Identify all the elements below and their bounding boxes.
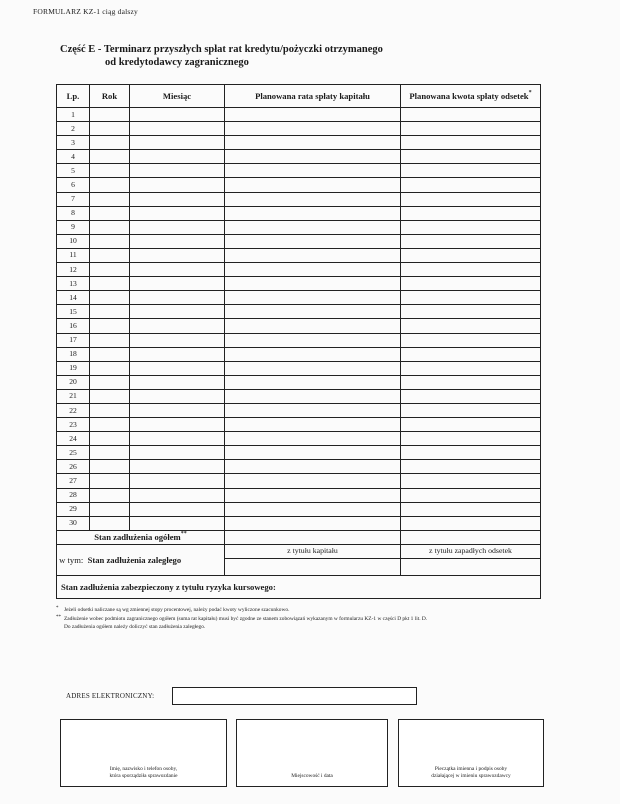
row-rata-cell[interactable] (225, 474, 401, 488)
row-miesiac-cell[interactable] (130, 291, 225, 305)
row-rata-cell[interactable] (225, 319, 401, 333)
footnote-text: Zadłużenie wobec podmiotu zagranicznego ogółem (suma rat kapitału) musi być zgodne ze stanem zobowiązań wykazanym w formularzu KZ-1 w części D pkt 1 lit. D. (64, 615, 428, 622)
table-row (57, 108, 541, 122)
stan-ogolem-label (57, 530, 225, 544)
row-miesiac-cell[interactable] (130, 220, 225, 234)
table-row (57, 136, 541, 150)
row-miesiac-cell[interactable] (130, 347, 225, 361)
row-rata-cell[interactable] (225, 164, 401, 178)
row-rata-cell[interactable] (225, 108, 401, 122)
row-rata-cell[interactable] (225, 460, 401, 474)
zabezpieczony-label: Stan zadłużenia zabezpieczony z tytułu ryzyka kursowego: (57, 576, 541, 599)
row-rata-cell[interactable] (225, 446, 401, 460)
row-odsetki-cell[interactable] (401, 291, 541, 305)
row-miesiac-cell[interactable] (130, 319, 225, 333)
row-odsetki-cell[interactable] (401, 389, 541, 403)
row-odsetki-cell[interactable] (401, 234, 541, 248)
form-header: FORMULARZ KZ-1 ciąg dalszy (33, 7, 138, 16)
table-row (57, 446, 541, 460)
row-miesiac-cell[interactable] (130, 248, 225, 262)
row-lp: 14 (57, 291, 90, 305)
row-miesiac-cell[interactable] (130, 178, 225, 192)
row-miesiac-cell[interactable] (130, 361, 225, 375)
row-miesiac-cell[interactable] (130, 164, 225, 178)
table-header-row (57, 85, 541, 108)
row-odsetki-cell[interactable] (401, 220, 541, 234)
row-rok-cell[interactable] (90, 178, 130, 192)
row-odsetki-cell[interactable] (401, 460, 541, 474)
row-miesiac-cell[interactable] (130, 122, 225, 136)
row-miesiac-cell[interactable] (130, 136, 225, 150)
row-rok-cell[interactable] (90, 150, 130, 164)
table-row (57, 305, 541, 319)
row-lp: 19 (57, 361, 90, 375)
w-tym-text: w tym: (59, 554, 84, 565)
row-miesiac-cell[interactable] (130, 488, 225, 502)
row-lp: 15 (57, 305, 90, 319)
col-rata-kapitalu: Planowana rata spłaty kapitału (225, 85, 401, 108)
row-odsetki-cell[interactable] (401, 248, 541, 262)
row-lp: 7 (57, 192, 90, 206)
footnote-1 (56, 606, 546, 615)
table-row (57, 502, 541, 516)
row-rata-cell[interactable] (225, 178, 401, 192)
row-miesiac-cell[interactable] (130, 432, 225, 446)
row-rok-cell[interactable] (90, 488, 130, 502)
row-miesiac-cell[interactable] (130, 502, 225, 516)
row-rok-cell[interactable] (90, 305, 130, 319)
row-rata-cell[interactable] (225, 305, 401, 319)
table-row (57, 192, 541, 206)
row-lp: 5 (57, 164, 90, 178)
row-rata-cell[interactable] (225, 361, 401, 375)
section-title-line2: od kredytodawcy zagranicznego (105, 56, 249, 68)
row-miesiac-cell[interactable] (130, 277, 225, 291)
stan-zaleglego-label (57, 544, 225, 575)
row-odsetki-cell[interactable] (401, 432, 541, 446)
row-odsetki-cell[interactable] (401, 502, 541, 516)
row-lp: 11 (57, 248, 90, 262)
row-odsetki-cell[interactable] (401, 403, 541, 417)
footnote-mark: * (528, 90, 532, 96)
table-row (57, 319, 541, 333)
row-lp: 26 (57, 460, 90, 474)
row-lp: 6 (57, 178, 90, 192)
row-rata-cell[interactable] (225, 206, 401, 220)
col-lp: Lp. (57, 85, 90, 108)
table-row (57, 333, 541, 347)
row-lp: 8 (57, 206, 90, 220)
table-row (57, 516, 541, 530)
col-rok: Rok (90, 85, 130, 108)
row-lp: 27 (57, 474, 90, 488)
row-rok-cell[interactable] (90, 220, 130, 234)
row-rok-cell[interactable] (90, 347, 130, 361)
row-rok-cell[interactable] (90, 291, 130, 305)
row-odsetki-cell[interactable] (401, 108, 541, 122)
row-odsetki-cell[interactable] (401, 206, 541, 220)
authorized-caption-line2: działającej w imieniu sprawozdawcy (431, 773, 511, 779)
row-rata-cell[interactable] (225, 291, 401, 305)
row-rata-cell[interactable] (225, 277, 401, 291)
row-miesiac-cell[interactable] (130, 108, 225, 122)
row-rok-cell[interactable] (90, 446, 130, 460)
row-odsetki-cell[interactable] (401, 488, 541, 502)
table-row (57, 488, 541, 502)
row-odsetki-cell[interactable] (401, 361, 541, 375)
stan-zaleglego-text: Stan zadłużenia zaległego (87, 554, 182, 565)
row-odsetki-cell[interactable] (401, 122, 541, 136)
row-lp: 20 (57, 375, 90, 389)
row-rok-cell[interactable] (90, 418, 130, 432)
row-rata-cell[interactable] (225, 150, 401, 164)
table-row (57, 150, 541, 164)
z-tytulu-row (57, 544, 541, 558)
row-odsetki-cell[interactable] (401, 192, 541, 206)
row-rata-cell[interactable] (225, 502, 401, 516)
row-rok-cell[interactable] (90, 136, 130, 150)
row-lp: 24 (57, 432, 90, 446)
row-lp: 10 (57, 234, 90, 248)
table-row (57, 347, 541, 361)
row-rok-cell[interactable] (90, 108, 130, 122)
table-row (57, 474, 541, 488)
table-row (57, 178, 541, 192)
row-odsetki-cell[interactable] (401, 136, 541, 150)
row-rata-cell[interactable] (225, 122, 401, 136)
stan-ogolem-row (57, 530, 541, 544)
row-miesiac-cell[interactable] (130, 516, 225, 530)
row-rok-cell[interactable] (90, 164, 130, 178)
row-rata-cell[interactable] (225, 248, 401, 262)
row-lp: 23 (57, 418, 90, 432)
row-rata-cell[interactable] (225, 347, 401, 361)
row-miesiac-cell[interactable] (130, 333, 225, 347)
row-rata-cell[interactable] (225, 389, 401, 403)
table-row (57, 389, 541, 403)
row-rata-cell[interactable] (225, 220, 401, 234)
row-miesiac-cell[interactable] (130, 460, 225, 474)
preparer-signature-box[interactable] (60, 719, 227, 787)
row-rok-cell[interactable] (90, 248, 130, 262)
email-field[interactable] (172, 687, 417, 705)
row-miesiac-cell[interactable] (130, 263, 225, 277)
row-miesiac-cell[interactable] (130, 305, 225, 319)
row-lp: 29 (57, 502, 90, 516)
row-lp: 22 (57, 403, 90, 417)
row-rata-cell[interactable] (225, 234, 401, 248)
row-rok-cell[interactable] (90, 432, 130, 446)
table-row (57, 234, 541, 248)
row-lp: 17 (57, 333, 90, 347)
stan-ogolem-odsetki-cell[interactable] (401, 530, 541, 544)
row-rok-cell[interactable] (90, 375, 130, 389)
row-rok-cell[interactable] (90, 403, 130, 417)
row-lp: 28 (57, 488, 90, 502)
row-miesiac-cell[interactable] (130, 474, 225, 488)
row-lp: 30 (57, 516, 90, 530)
zalegle-kapital-cell[interactable] (225, 559, 401, 576)
row-rok-cell[interactable] (90, 389, 130, 403)
row-lp: 3 (57, 136, 90, 150)
stan-ogolem-kapital-cell[interactable] (225, 530, 401, 544)
table-row (57, 164, 541, 178)
row-odsetki-cell[interactable] (401, 178, 541, 192)
row-rok-cell[interactable] (90, 277, 130, 291)
row-lp: 9 (57, 220, 90, 234)
row-miesiac-cell[interactable] (130, 389, 225, 403)
row-rata-cell[interactable] (225, 432, 401, 446)
footnotes (56, 606, 546, 632)
row-rok-cell[interactable] (90, 333, 130, 347)
section-title (60, 44, 383, 69)
z-tytulu-odsetek-label: z tytułu zapadłych odsetek (401, 544, 541, 558)
footnote-mark: ** (56, 614, 61, 620)
place-date-caption (237, 773, 387, 780)
row-odsetki-cell[interactable] (401, 418, 541, 432)
row-miesiac-cell[interactable] (130, 192, 225, 206)
section-title-line1: Część E - Terminarz przyszłych spłat rat kredytu/pożyczki otrzymanego (60, 44, 383, 55)
table-row (57, 291, 541, 305)
row-odsetki-cell[interactable] (401, 277, 541, 291)
row-rok-cell[interactable] (90, 460, 130, 474)
row-odsetki-cell[interactable] (401, 263, 541, 277)
row-odsetki-cell[interactable] (401, 446, 541, 460)
row-lp: 18 (57, 347, 90, 361)
row-lp: 12 (57, 263, 90, 277)
footnote-mark: * (56, 606, 59, 611)
row-odsetki-cell[interactable] (401, 164, 541, 178)
preparer-caption-line1: Imię, nazwisko i telefon osoby, (109, 766, 178, 772)
row-rata-cell[interactable] (225, 488, 401, 502)
z-tytulu-kapitalu-label: z tytułu kapitału (225, 544, 401, 558)
row-odsetki-cell[interactable] (401, 150, 541, 164)
row-odsetki-cell[interactable] (401, 375, 541, 389)
col-miesiac: Miesiąc (130, 85, 225, 108)
zalegle-odsetki-cell[interactable] (401, 559, 541, 576)
row-rok-cell[interactable] (90, 234, 130, 248)
row-rok-cell[interactable] (90, 361, 130, 375)
row-odsetki-cell[interactable] (401, 305, 541, 319)
row-rata-cell[interactable] (225, 136, 401, 150)
row-lp: 25 (57, 446, 90, 460)
row-rata-cell[interactable] (225, 516, 401, 530)
email-label: ADRES ELEKTRONICZNY: (66, 692, 155, 700)
footnote-mark: ** (180, 531, 187, 538)
row-rok-cell[interactable] (90, 319, 130, 333)
table-row (57, 361, 541, 375)
authorized-caption (399, 766, 543, 780)
row-miesiac-cell[interactable] (130, 150, 225, 164)
row-lp: 16 (57, 319, 90, 333)
place-date-box[interactable] (236, 719, 388, 787)
preparer-caption-line2: która sporządziła sprawozdanie (109, 773, 178, 779)
row-odsetki-cell[interactable] (401, 347, 541, 361)
row-rata-cell[interactable] (225, 418, 401, 432)
preparer-caption (61, 766, 226, 780)
row-odsetki-cell[interactable] (401, 319, 541, 333)
row-rok-cell[interactable] (90, 206, 130, 220)
row-rok-cell[interactable] (90, 192, 130, 206)
stan-ogolem-text: Stan zadłużenia ogółem (94, 532, 181, 543)
row-miesiac-cell[interactable] (130, 418, 225, 432)
table-row (57, 220, 541, 234)
row-lp: 2 (57, 122, 90, 136)
row-odsetki-cell[interactable] (401, 516, 541, 530)
table-row (57, 460, 541, 474)
row-rok-cell[interactable] (90, 516, 130, 530)
row-miesiac-cell[interactable] (130, 234, 225, 248)
row-odsetki-cell[interactable] (401, 474, 541, 488)
row-miesiac-cell[interactable] (130, 206, 225, 220)
table-row (57, 206, 541, 220)
table-row (57, 375, 541, 389)
table-row (57, 432, 541, 446)
footnote-2 (56, 615, 546, 624)
footnote-text: Jeżeli odsetki naliczane są wg zmiennej stopy procentowej, należy podać kwoty wyliczone szacunkowo. (64, 607, 290, 613)
row-lp: 13 (57, 277, 90, 291)
row-rata-cell[interactable] (225, 263, 401, 277)
footnote-text: Do zadłużenia ogółem należy doliczyć stan zadłużenia zaległego. (64, 624, 206, 631)
row-rok-cell[interactable] (90, 122, 130, 136)
table-row (57, 403, 541, 417)
row-rok-cell[interactable] (90, 502, 130, 516)
table-row (57, 277, 541, 291)
table-row (57, 418, 541, 432)
table-row (57, 122, 541, 136)
col-kwota-odsetek (401, 85, 541, 108)
row-rata-cell[interactable] (225, 375, 401, 389)
col-kwota-odsetek-label: Planowana kwota spłaty odsetek (409, 91, 529, 101)
table-row (57, 248, 541, 262)
row-lp: 21 (57, 389, 90, 403)
row-lp: 1 (57, 108, 90, 122)
repayment-schedule-table (56, 84, 541, 599)
row-miesiac-cell[interactable] (130, 375, 225, 389)
row-miesiac-cell[interactable] (130, 446, 225, 460)
row-rata-cell[interactable] (225, 333, 401, 347)
row-rata-cell[interactable] (225, 403, 401, 417)
table-row (57, 263, 541, 277)
row-miesiac-cell[interactable] (130, 403, 225, 417)
row-odsetki-cell[interactable] (401, 333, 541, 347)
row-rata-cell[interactable] (225, 192, 401, 206)
authorized-signature-box[interactable] (398, 719, 544, 787)
place-date-caption-line1: Miejscowość i data (291, 773, 333, 779)
footnote-3 (56, 623, 546, 632)
row-lp: 4 (57, 150, 90, 164)
zabezpieczony-row (57, 576, 541, 599)
row-rok-cell[interactable] (90, 263, 130, 277)
authorized-caption-line1: Pieczątka imienna i podpis osoby (434, 766, 508, 772)
row-rok-cell[interactable] (90, 474, 130, 488)
